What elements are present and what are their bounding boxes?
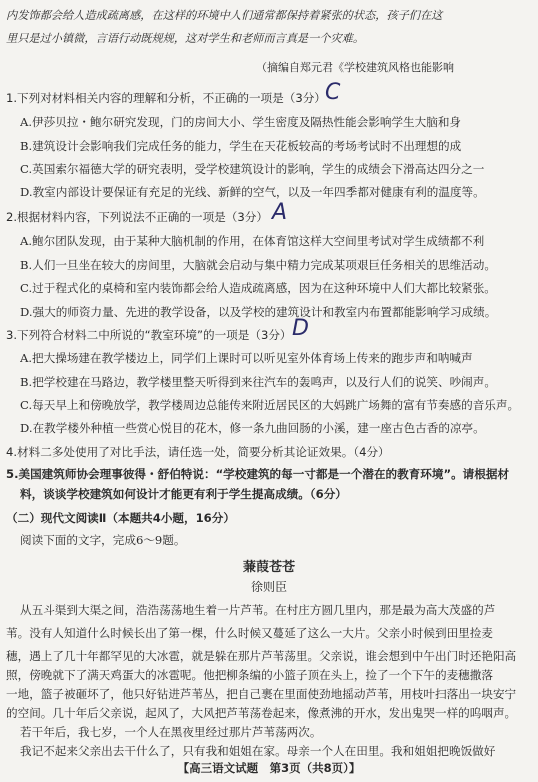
q1-option-b: B.建筑设计会影响我们完成任务的能力，学生在天花板较高的考场考试时不出理想的成 xyxy=(20,139,462,153)
q5-line-2: 料，谈谈学校建筑如何设计才能更有利于学生提高成绩。（6分） xyxy=(20,487,347,501)
story-title: 蒹葭苍苍 xyxy=(242,560,295,575)
story-line-7: 若干年后，我七岁，一个人在黑夜里经过那片芦苇荡两次。 xyxy=(20,725,322,739)
q1-option-c: C.英国索尔福德大学的研究表明，受学校建筑设计的影响，学生的成绩会下滑高达四分之一 xyxy=(20,162,485,176)
story-line-3: 穗，遇上了几十年都罕见的大冰雹，就是躲在那片芦苇荡里。父亲说，谁会想到中午出门时还艳阳高 xyxy=(6,649,517,663)
source-citation: （摘编自郑元君《学校建筑风格也能影响 xyxy=(256,61,454,74)
q3-option-b: B.把学校建在马路边，教学楼里整天听得到来往汽车的轰鸣声，以及行人们的说笑、吵闹声。 xyxy=(20,375,496,389)
intro-line-1: 内发饰都会给人造成疏离感，在这样的环境中人们通常都保持着紧张的状态，孩子们在这 xyxy=(6,9,443,22)
q4-stem: 4.材料二多处使用了对比手法，请任选一处，简要分析其论证效果。（4分） xyxy=(6,445,390,459)
intro-line-2: 里只是过小镇微，言语行动既规规，这对学生和老师而言真是一个灾难。 xyxy=(6,32,365,45)
q3-option-a: A.把大操场建在教学楼边上，同学们上课时可以听见室外体育场上传来的跑步声和呐喊声 xyxy=(20,351,473,365)
section-heading: （二）现代文阅读Ⅱ（本题共4小题，16分） xyxy=(6,511,235,525)
q1-handwritten-answer: C xyxy=(325,80,341,105)
q3-option-c: C.每天早上和傍晚放学，教学楼周边总能传来附近居民区的大妈跳广场舞的富有节奏感的音乐声。 xyxy=(20,398,520,412)
page-footer: 【高三语文试题 第3页（共8页）】 xyxy=(177,761,361,775)
q1-option-d: D.教室内部设计要保证有充足的光线、新鲜的空气，以及一年四季都对健康有利的温度等。 xyxy=(20,185,485,199)
story-line-8: 我记不起来父亲出去干什么了，只有我和姐姐在家。母亲一个人在田里。我和姐姐把晚饭做好 xyxy=(20,744,496,758)
story-line-2: 苇。没有人知道什么时候长出了第一棵，什么时候又蔓延了这么一大片。父亲小时候到田里捡麦 xyxy=(6,626,493,640)
q2-option-b: B.人们一旦坐在较大的房间里，大脑就会启动与集中精力完成某项艰巨任务相关的思维活动。 xyxy=(20,258,496,272)
q3-handwritten-answer: D xyxy=(292,316,309,341)
q3-stem: 3.下列符合材料二中所说的“教室环境”的一项是（3分） xyxy=(6,328,292,342)
q5-line-1: 5.美国建筑师协会理事彼得・舒伯特说：“学校建筑的每一寸都是一个潜在的教育环境”。请根据材 xyxy=(6,467,510,481)
q2-option-a: A.鲍尔团队发现，由于某种大脑机制的作用，在体育馆这样大空间里考试对学生成绩都不利 xyxy=(20,234,485,248)
story-line-6: 的空间。几十年后父亲说，起风了，大风把芦苇荡卷起来，像煮沸的开水，发出鬼哭一样的呜咽声。 xyxy=(6,706,517,720)
q2-option-d: D.强大的师资力量、先进的教学设备，以及学校的建筑设计和教室内布置都能影响学习成绩。 xyxy=(20,305,497,319)
q2-handwritten-answer: A xyxy=(272,200,288,225)
q1-option-a: A.伊莎贝拉・鲍尔研究发现，门的房间大小、学生密度及隔热性能会影响学生大脑和身 xyxy=(20,115,462,129)
q3-option-d: D.在教学楼外种植一些赏心悦目的花木，修一条九曲回肠的小溪，建一座古色古香的凉亭。 xyxy=(20,421,485,435)
story-line-5: 一地，篮子被砸坏了，他只好钻进芦苇丛，把自己裹在里面使劲地摇动芦苇，用枝叶扫落出一块安宁 xyxy=(6,687,517,701)
reading-instruction: 阅读下面的文字，完成6～9题。 xyxy=(20,533,186,547)
story-line-4: 照，傍晚就下了满天鸡蛋大的冰雹呢。他把柳条编的小篮子顶在头上，捡了一个下午的麦穗撒落 xyxy=(6,668,493,682)
q1-stem: 1.下列对材料相关内容的理解和分析，不正确的一项是（3分） xyxy=(6,91,326,105)
q2-option-c: C.过于程式化的桌椅和室内装饰都会给人造成疏离感，因为在这种环境中人们大都比较紧张。 xyxy=(20,281,496,295)
story-author: 徐则臣 xyxy=(250,580,287,594)
story-line-1: 从五斗渠到大渠之间，浩浩荡荡地生着一片芦苇。在村庄方圆几里内，那是最为高大茂盛的芦 xyxy=(20,603,496,617)
q2-stem: 2.根据材料内容，下列说法不正确的一项是（3分） xyxy=(6,210,268,224)
